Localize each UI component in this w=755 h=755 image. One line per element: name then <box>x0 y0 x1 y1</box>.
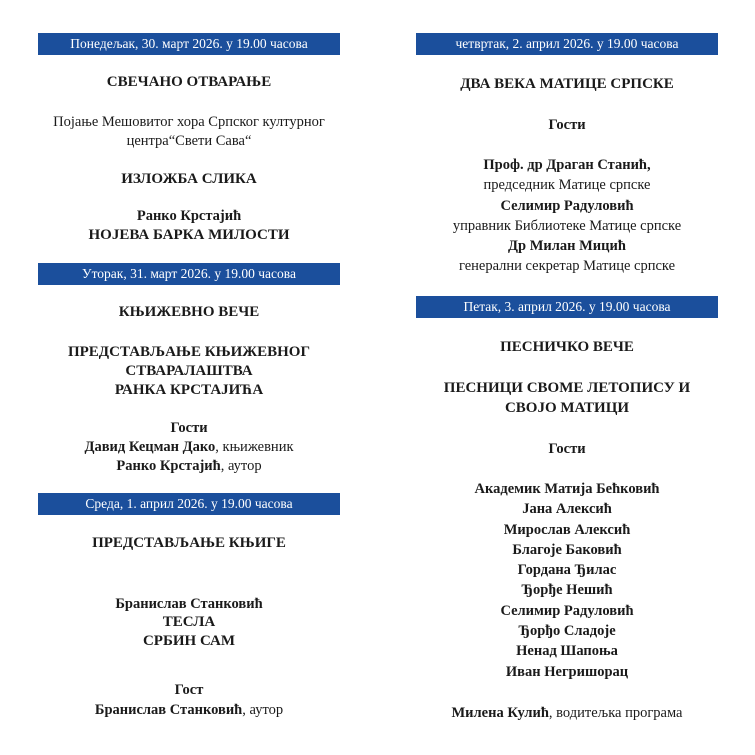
day3-title: ПРЕДСТАВЉАЊЕ КЊИГЕ <box>92 535 286 551</box>
guest-role: , аутор <box>220 458 262 474</box>
day3-guest <box>38 700 340 720</box>
day5-date-banner: Петак, 3. април 2026. у 19.00 часова <box>416 296 718 318</box>
day5-subtitle-line2: СВОЈО МАТИЦИ <box>504 400 630 416</box>
day2-subtitle-line3: РАНКА КРСТАЈИЋА <box>114 382 264 398</box>
day5-guest-3: Мирослав Алексић <box>503 522 631 538</box>
day1-work-title: НОЈЕВА БАРКА МИЛОСТИ <box>88 227 290 243</box>
day2-title: КЊИЖЕВНО ВЕЧЕ <box>118 304 260 320</box>
day1-date-banner: Понедељак, 30. март 2026. у 19.00 часова <box>38 33 340 55</box>
day2-guest-1 <box>38 437 340 457</box>
day3-date-banner: Среда, 1. април 2026. у 19.00 часова <box>38 493 340 515</box>
guest-role: , аутор <box>242 702 284 718</box>
guest-role: , књижевник <box>215 439 294 455</box>
day5-title: ПЕСНИЧКО ВЕЧЕ <box>500 339 634 355</box>
day2-date-banner: Уторак, 31. март 2026. у 19.00 часова <box>38 263 340 285</box>
guest-name: Ранко Крстајић <box>116 458 221 474</box>
day5-host <box>416 703 718 723</box>
day1-title: СВЕЧАНО ОТВАРАЊЕ <box>106 74 272 90</box>
day3-book-title-line1: ТЕСЛА <box>162 614 216 630</box>
day4-guest-3-role: генерални секретар Матице српске <box>458 258 676 274</box>
day2-guests-label: Гости <box>170 420 208 436</box>
day5-guests-label: Гости <box>548 441 586 457</box>
host-name: Милена Кулић <box>451 705 549 721</box>
day5-guest-1: Академик Матија Бећковић <box>474 481 660 497</box>
day1-desc-line1: Појање Мешовитог хора Српског културног <box>53 114 325 130</box>
day1-exhibition-title: ИЗЛОЖБА СЛИКА <box>121 171 257 187</box>
day2-subtitle-line1: ПРЕДСТАВЉАЊЕ КЊИЖЕВНОГ <box>67 344 311 360</box>
day4-title: ДВА ВЕКА МАТИЦЕ СРПСКЕ <box>460 76 674 92</box>
day5-subtitle-line1: ПЕСНИЦИ СВОМЕ ЛЕТОПИСУ И <box>443 380 691 396</box>
day3-guest-label: Гост <box>174 682 204 698</box>
day5-guest-9: Ненад Шапоња <box>516 643 618 659</box>
day4-guest-1-name: Проф. др Драган Станић, <box>483 157 651 173</box>
day4-guest-2-name: Селимир Радуловић <box>500 198 634 214</box>
day4-guest-3-name: Др Милан Мицић <box>508 238 626 254</box>
day3-book-title-line2: СРБИН САМ <box>142 633 236 649</box>
host-role: , водитељка програма <box>548 705 683 721</box>
day5-guest-8: Ђорђо Сладоје <box>518 623 616 639</box>
day4-date-banner: четвртак, 2. април 2026. у 19.00 часова <box>416 33 718 55</box>
day1-desc-line2: центра“Свети Сава“ <box>126 133 252 149</box>
guest-name: Давид Кецман Дако <box>84 439 216 455</box>
guest-name: Бранислав Станковић <box>94 702 243 718</box>
day5-guest-10: Иван Негришорац <box>505 664 629 680</box>
day2-subtitle-line2: СТВАРАЛАШТВА <box>125 363 253 379</box>
day2-guest-2 <box>38 456 340 476</box>
day5-guest-7: Селимир Радуловић <box>500 603 634 619</box>
day4-guest-1-role: председник Матице српске <box>483 177 651 193</box>
day4-guests-label: Гости <box>548 117 586 133</box>
day1-artist: Ранко Крстајић <box>136 208 242 224</box>
day3-author: Бранислав Станковић <box>115 596 263 612</box>
day5-guest-5: Гордана Ђилас <box>517 562 617 578</box>
day4-guest-2-role: управник Библиотеке Матице српске <box>452 218 682 234</box>
day5-guest-2: Јана Алексић <box>522 501 612 517</box>
day5-guest-4: Благоје Баковић <box>512 542 622 558</box>
day5-guest-6: Ђорђе Нешић <box>521 582 613 598</box>
